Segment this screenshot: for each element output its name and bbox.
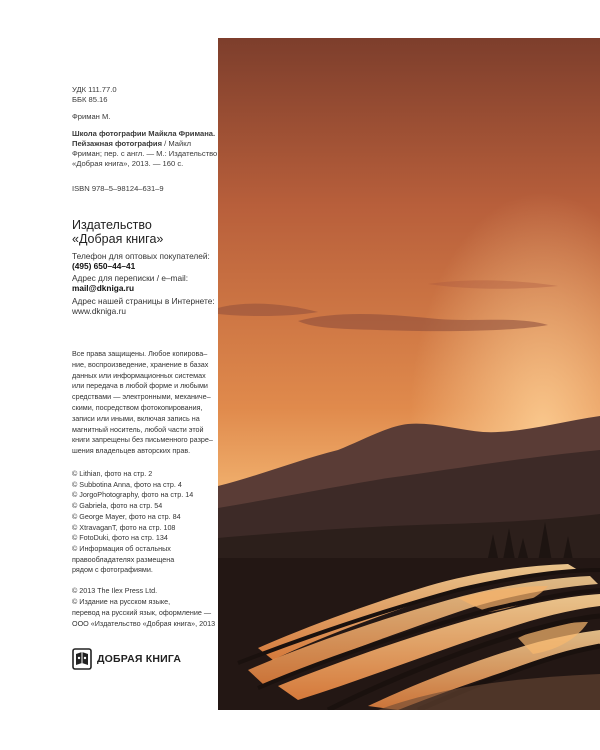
landscape-photo <box>218 38 600 710</box>
rights-line: средствами — электронными, механиче– <box>72 392 211 402</box>
rights-line: или передача в любой форме и любыми <box>72 381 208 391</box>
copyright-line: перевод на русский язык, оформление — <box>72 607 212 617</box>
credit-line: © Subbotina Anna, фото на стр. 4 <box>72 479 182 489</box>
book-subtitle-bold: Пейзажная фотография <box>72 139 163 148</box>
site-url: www.dkniga.ru <box>72 306 126 316</box>
photo-credits <box>72 469 193 576</box>
credit-line: © Информация об остальных <box>72 543 171 553</box>
publisher-name-line2: «Добрая книга» <box>72 232 164 246</box>
udk-code: УДК 111.77.0 <box>72 85 117 94</box>
credit-line: © JorgoPhotography, фото на стр. 14 <box>72 490 194 500</box>
rights-line: Все права защищены. Любое копирова– <box>72 349 208 358</box>
email-address: mail@dkniga.ru <box>72 283 135 293</box>
credit-line: © XtravaganT, фото на стр. 108 <box>72 522 176 532</box>
book-desc-line: «Добрая книга», 2013. — 160 с. <box>72 159 184 168</box>
publisher-logo <box>72 648 181 670</box>
rights-line: ние, воспроизведение, хранение в базах <box>72 359 209 369</box>
copyright-notice <box>72 586 215 630</box>
rights-line: скими, посредством фотокопирования, <box>72 402 203 412</box>
credit-line: © George Mayer, фото на стр. 84 <box>72 511 181 521</box>
copyright-line: ООО «Издательство «Добрая книга», 2013 <box>72 618 216 628</box>
bbk-code: ББК 85.16 <box>72 95 108 104</box>
copyright-line: © 2013 The Ilex Press Ltd. <box>72 586 158 595</box>
rice-terraces-sunset-image <box>218 38 600 710</box>
credit-line: © FotoDuki, фото на стр. 134 <box>72 533 168 543</box>
book-subtitle-line: Пейзажная фотография / Майкл <box>72 139 192 148</box>
rights-line: магнитный носитель, любой части этой <box>72 424 204 434</box>
credit-line: © Lithian, фото на стр. 2 <box>72 469 153 478</box>
credit-line: рядом с фотографиями. <box>72 565 153 575</box>
isbn: ISBN 978–5–98124–631–9 <box>72 184 164 193</box>
publisher-name: Издательство <box>72 218 152 232</box>
book-title-line: Школа фотографии Майкла Фримана. <box>72 129 216 138</box>
author-name: Фриман М. <box>72 112 111 121</box>
phone-label: Телефон для оптовых покупателей: <box>72 251 210 261</box>
rights-line: шения владельцев авторских прав. <box>72 446 191 456</box>
book-logo-icon <box>72 648 92 670</box>
rights-line: записи или иными, включая запись на <box>72 413 200 423</box>
credit-line: © Gabriela, фото на стр. 54 <box>72 501 163 511</box>
rights-line: книги запрещены без письменного разре– <box>72 435 213 445</box>
book-desc-line: Фриман; пер. с англ. — М.: Издательство <box>72 149 218 158</box>
credit-line: правообладателях размещена <box>72 554 175 564</box>
copyright-line: © Издание на русском языке, <box>72 596 171 606</box>
site-label: Адрес нашей страницы в Интернете: <box>72 296 215 306</box>
logo-text: ДОБРАЯ КНИГА <box>97 653 182 665</box>
phone-number: (495) 650–44–41 <box>72 261 136 271</box>
email-label: Адрес для переписки / e–mail: <box>72 273 189 283</box>
rights-line: данных или информационных системах <box>72 370 206 380</box>
